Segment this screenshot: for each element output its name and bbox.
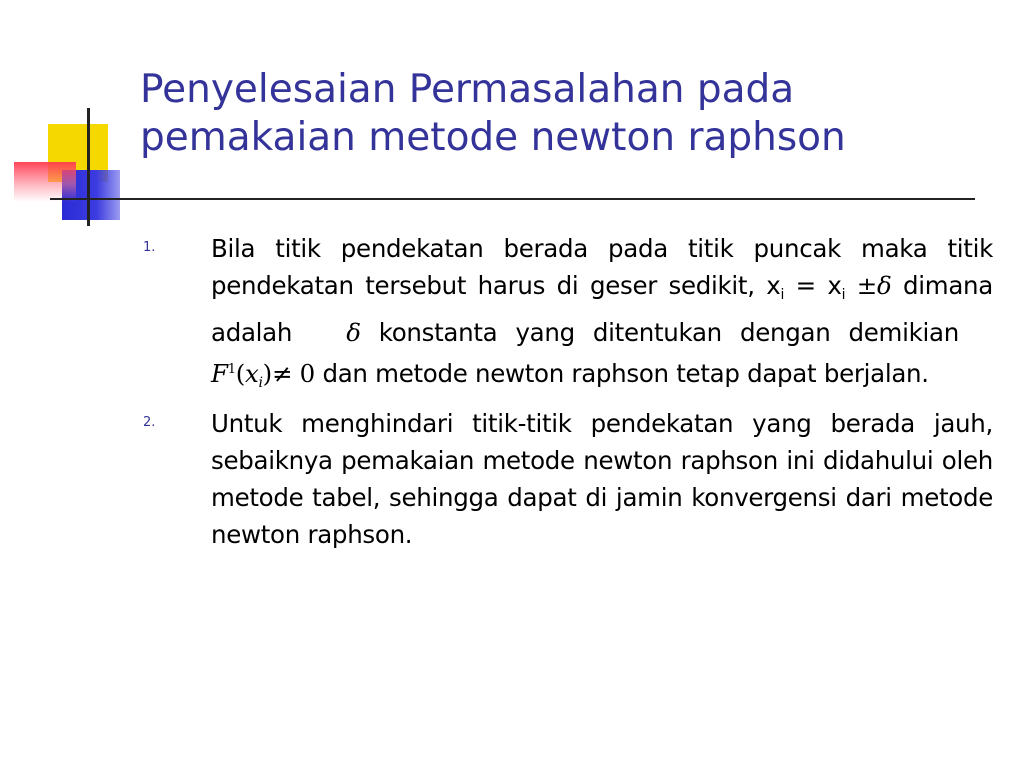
decor-red-square (14, 162, 76, 202)
eq-F: F (211, 359, 228, 388)
slide-title (140, 66, 1000, 162)
content-list (143, 230, 993, 556)
subscript-i: i (841, 287, 846, 303)
text-segment: konstanta yang ditentukan dengan demikian (360, 318, 977, 347)
decor-vertical-line (87, 108, 90, 226)
title-underline (50, 198, 975, 200)
list-text-1 (211, 230, 993, 402)
text-segment: dimana adalah (211, 271, 994, 347)
list-item-1 (143, 230, 993, 402)
eq-x: x (244, 359, 259, 388)
list-text-2: Untuk menghindari titik-titik pendekatan yang berada jauh, sebaiknya pemakaian metode newton raphson ini didahului oleh metode tabel, sehingga dapat di jamin konvergensi dari metode newton raphson. (211, 409, 993, 549)
eq-paren-close: ) (262, 359, 272, 388)
list-number-1: 1. (143, 240, 156, 255)
equation-derivative-nonzero (211, 359, 315, 391)
plus-minus-delta: ±δ (856, 271, 892, 300)
eq-not-equal-zero: ≠ 0 (271, 359, 315, 388)
delta-symbol: δ (346, 318, 361, 347)
title-line-2: pemakaian metode newton raphson (140, 115, 846, 160)
text-segment: Bila titik pendekatan berada pada titik puncak maka titik pendekatan tersebut harus di geser sedikit, x (211, 234, 993, 300)
list-item-2 (143, 405, 993, 553)
title-line-1: Penyelesaian Permasalahan pada (140, 67, 795, 112)
text-segment: dan metode newton raphson tetap dapat berjalan. (314, 359, 929, 388)
list-number-2: 2. (143, 415, 156, 430)
text-segment: = x (784, 271, 842, 300)
subscript-i: i (780, 287, 785, 303)
eq-superscript: 1 (227, 362, 236, 377)
eq-subscript-i: i (258, 375, 263, 391)
eq-paren-open: ( (235, 359, 245, 388)
